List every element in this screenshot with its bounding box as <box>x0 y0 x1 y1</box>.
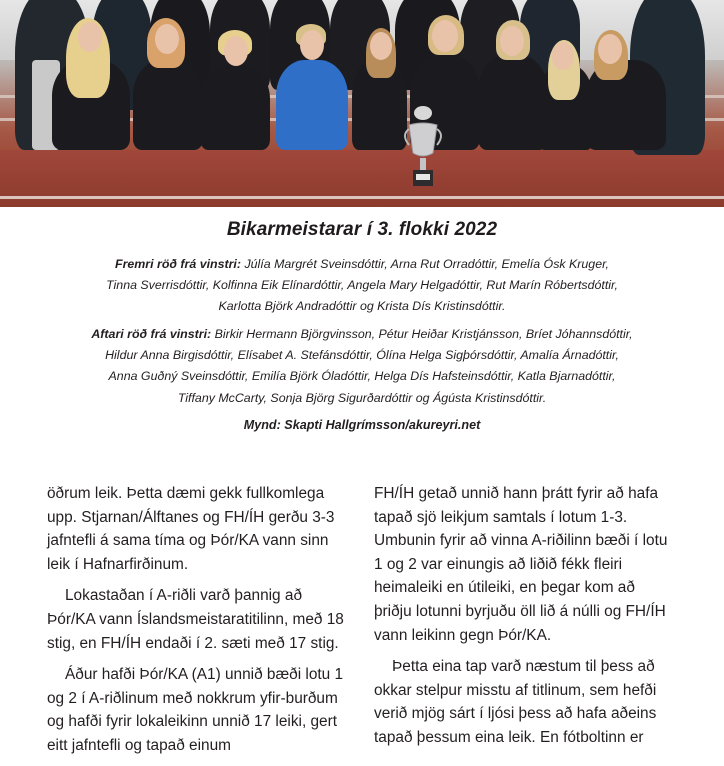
front-row-label: Fremri röð frá vinstri: <box>115 257 241 271</box>
track-lane-line <box>0 196 724 199</box>
back-row-label: Aftari röð frá vinstri: <box>91 327 212 341</box>
back-row-line: Birkir Hermann Björgvinsson, Pétur Heiðar Kristjánsson, Bríet Jóhannsdóttir, <box>214 327 633 341</box>
back-row-line: Hildur Anna Birgisdóttir, Elísabet A. Stefánsdóttir, Ólína Helga Sigþórsdóttir, Amalía Árnadóttir, <box>105 348 619 363</box>
player-kneeling <box>133 60 203 150</box>
front-row-line: Júlía Margrét Sveinsdóttir, Arna Rut Orradóttir, Emelía Ósk Kruger, <box>244 257 609 271</box>
player-kneeling <box>200 65 270 150</box>
paragraph: Áður hafði Þór/KA (A1) unnið bæði lotu 1 og 2 í A-riðlinum með nokkrum yfir-burðum og hafði fyrir lokaleikinn unnið 17 leiki, gert eitt jafntefli og tapað einum <box>47 666 344 754</box>
caption-title: Bikarmeistarar í 3. flokki 2022 <box>226 219 498 240</box>
paragraph: Þetta eina tap varð næstum til þess að okkar stelpur misstu af titlinum, sem hefði verið mjög sárt í ljósi þess að hafa aðeins tapað þessum eina leik. En fótboltinn er <box>374 658 657 746</box>
player-face <box>598 34 622 64</box>
paragraph: FH/ÍH getað unnið hann þrátt fyrir að hafa tapað sjö leikjum samtals í lotum 1-3. Umbunin fyrir að vinna A-riðilinn bæði í lotu 1 og 2 var einungis að liðið fékk fleiri heimaleiki en útileiki, en þegar kom að þriðju lotunni byrjuðu öll lið á núlli og FH/ÍH vann leikinn gegn Þór/KA. <box>374 485 668 644</box>
back-row-line: Tiffany McCarty, Sonja Björg Sigurðardóttir og Ágústa Kristinsdóttir. <box>177 390 547 405</box>
photo-credit: Mynd: Skapti Hallgrímsson/akureyri.net <box>243 418 481 432</box>
goalkeeper-kneeling <box>276 60 348 150</box>
front-row-line: Tinna Sverrisdóttir, Kolfinna Eik Elínardóttir, Angela Mary Helgadóttir, Rut Marín Róbertsdóttir, <box>106 278 618 293</box>
paragraph: öðrum leik. Þetta dæmi gekk fullkomlega upp. Stjarnan/Álftanes og FH/ÍH gerðu 3-3 jafntefli á sama tíma og Þór/KA vann sinn leik í Hafnarfirðinum. <box>47 485 335 573</box>
article-column-right <box>374 482 674 758</box>
back-row-caption <box>0 324 724 409</box>
team-photo <box>0 0 724 207</box>
player-face <box>224 36 248 66</box>
front-row-caption <box>0 254 724 318</box>
player-face <box>432 20 458 52</box>
front-row-line: Karlotta Björk Andradóttir og Krista Dís Kristinsdóttir. <box>218 299 506 314</box>
player-face <box>78 22 102 52</box>
player-face <box>500 26 524 56</box>
player-face <box>300 30 324 60</box>
article-column-left <box>47 482 349 766</box>
trophy-icon <box>403 103 443 189</box>
paragraph: Lokastaðan í A-riðli varð þannig að Þór/KA vann Íslandsmeistaratitilinn, með 18 stig, en FH/ÍH endaði í 2. sæti með 17 stig. <box>47 587 344 652</box>
player-face <box>370 32 392 60</box>
player-face <box>155 24 179 54</box>
back-row-line: Anna Guðný Sveinsdóttir, Emilía Björk Óladóttir, Helga Dís Hafsteinsdóttir, Katla Bjarnadóttir, <box>108 369 616 384</box>
player-face <box>552 42 574 70</box>
